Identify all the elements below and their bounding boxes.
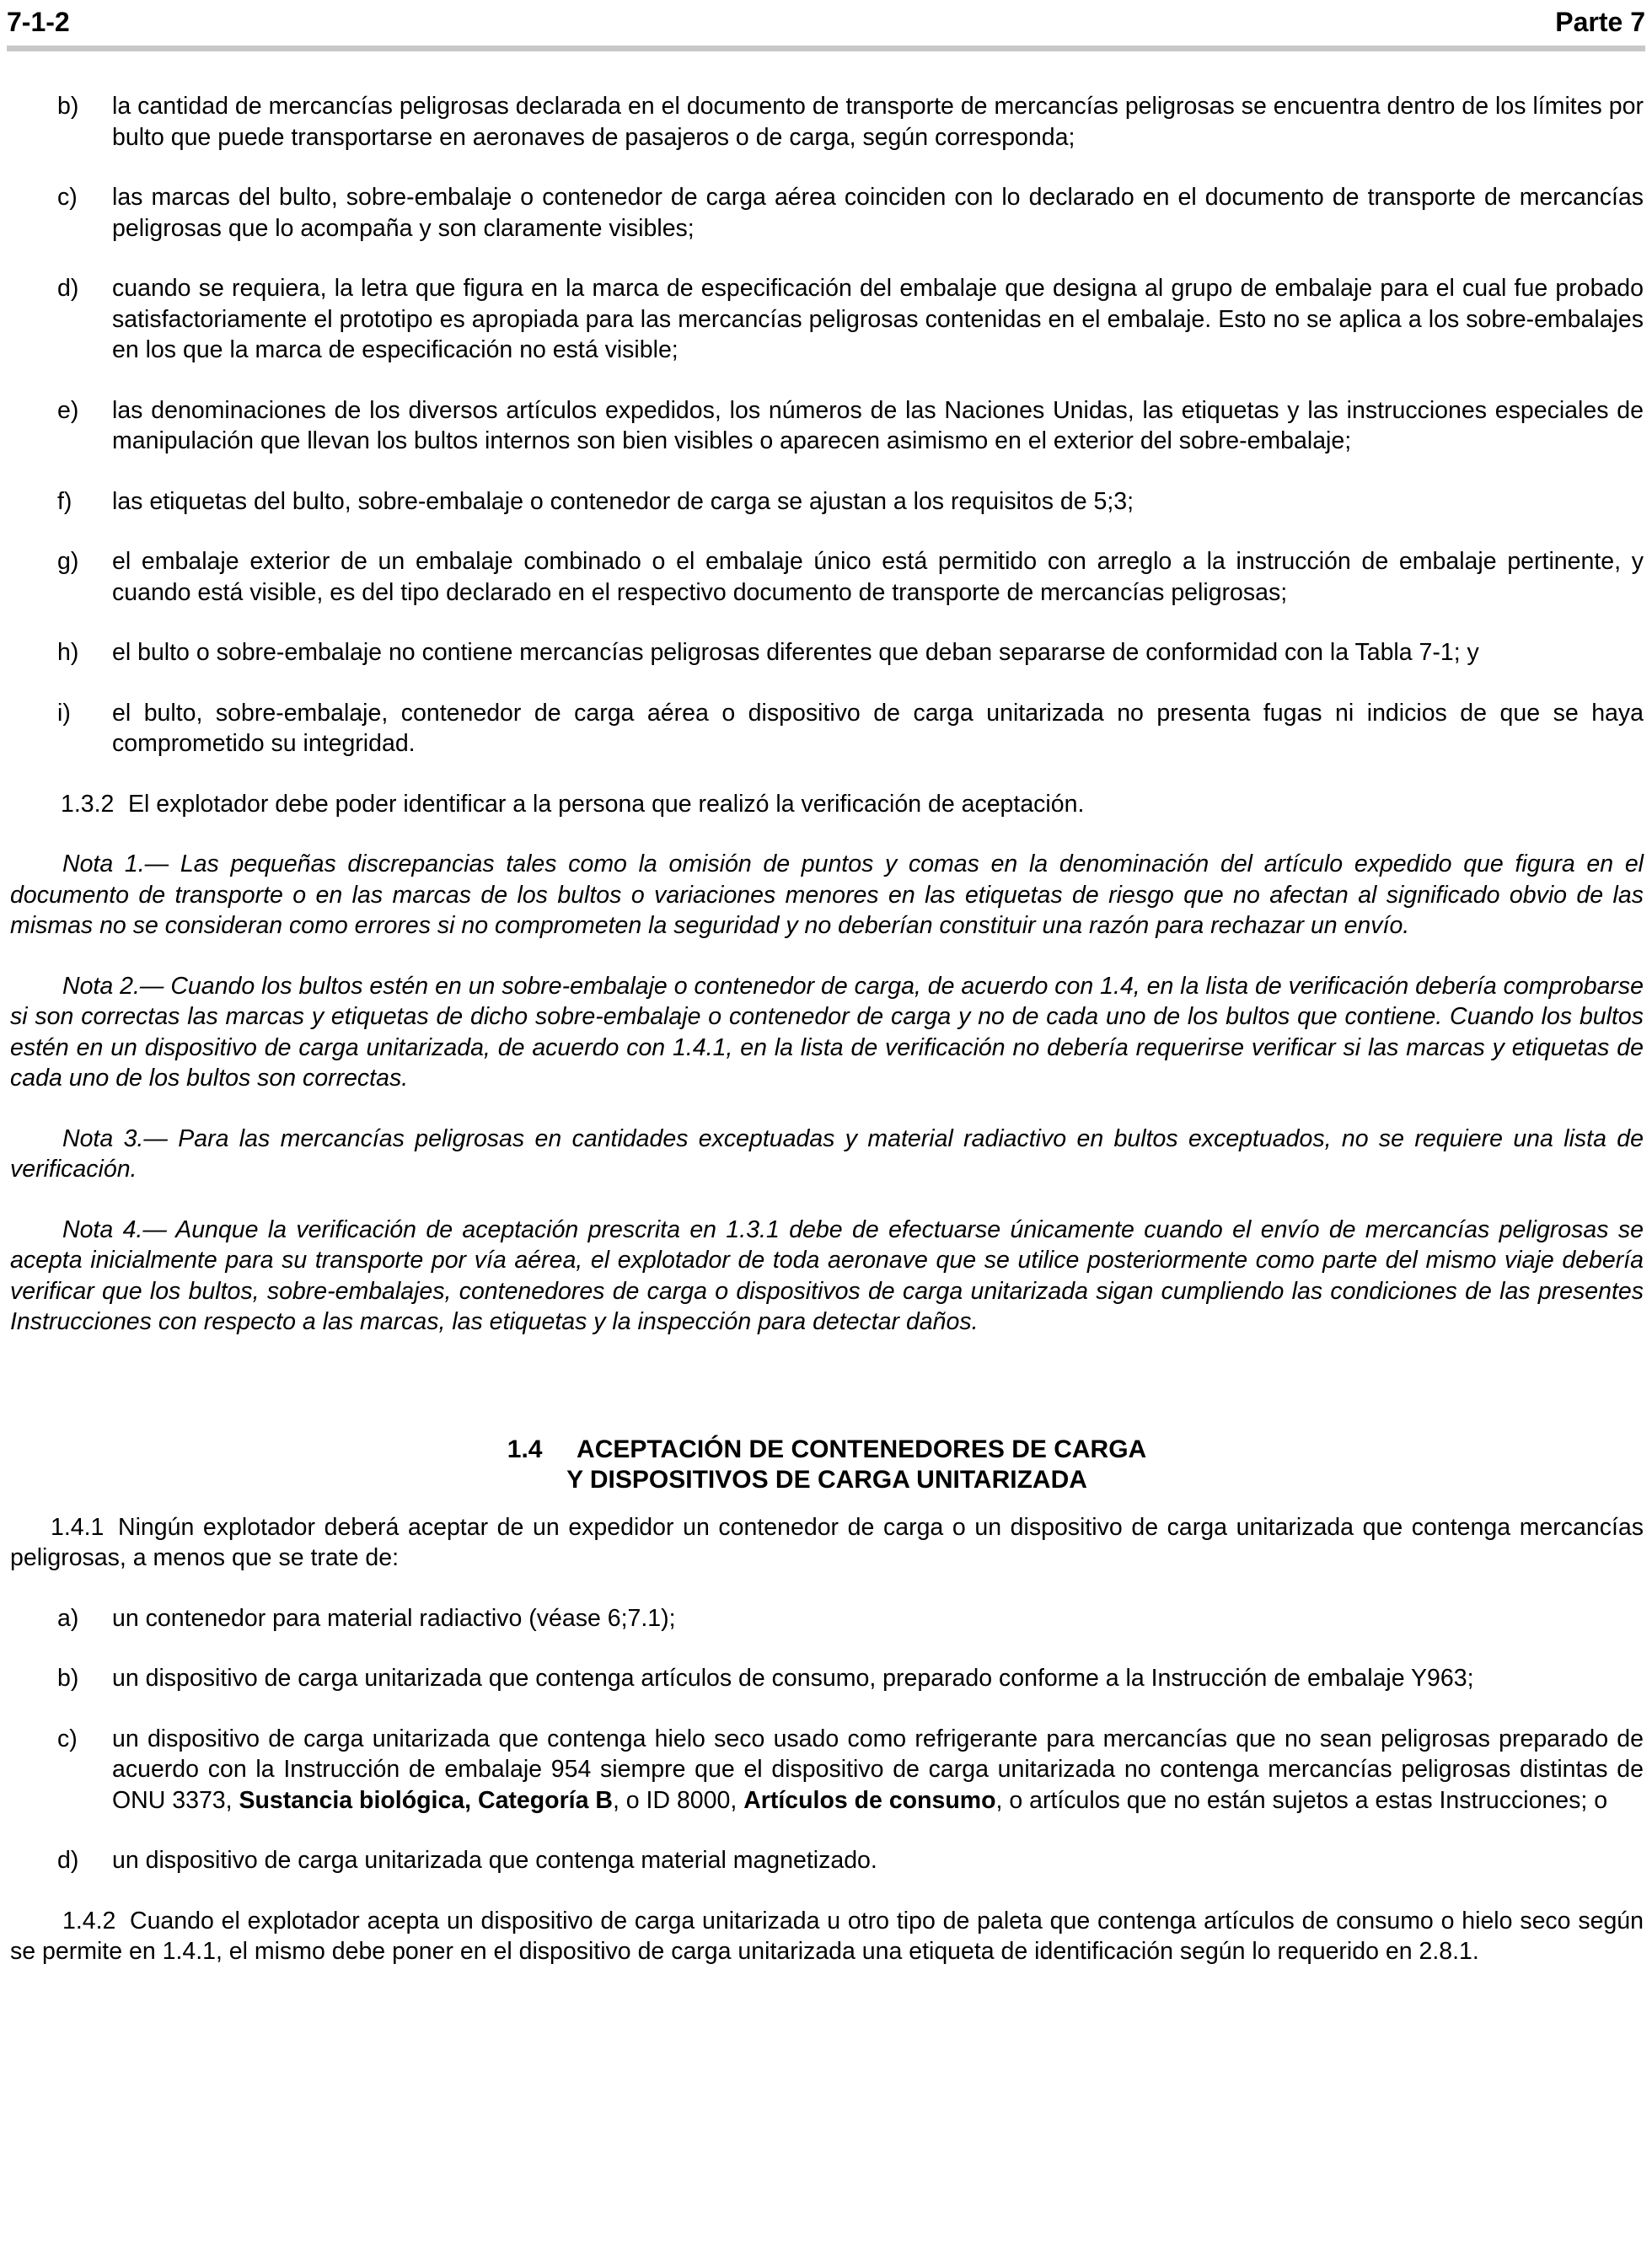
item-label: b) bbox=[57, 1665, 79, 1692]
item-label: c) bbox=[57, 1725, 78, 1752]
note-label: Nota 1.— bbox=[62, 851, 169, 877]
item-label: g) bbox=[57, 548, 79, 575]
page-body bbox=[10, 91, 1644, 1967]
item-text: la cantidad de mercancías peligrosas declarada en el documento de transporte de mercancías peligrosas se encuentra dentro de los límites por bulto que puede transportarse en aeronaves de pasajeros o de carga, según corresponda; bbox=[112, 93, 1644, 151]
item-label: d) bbox=[57, 1847, 79, 1874]
list-item bbox=[10, 395, 1644, 457]
note-4 bbox=[10, 1215, 1644, 1338]
item-text: las etiquetas del bulto, sobre-embalaje o contenedor de carga se ajustan a los requisitos de 5;3; bbox=[112, 487, 1134, 515]
section-heading bbox=[10, 1435, 1644, 1495]
note-2 bbox=[10, 971, 1644, 1094]
paragraph-1-4-1 bbox=[10, 1512, 1644, 1574]
item-label: e) bbox=[57, 396, 79, 424]
page-header bbox=[7, 0, 1645, 44]
bold-term: Sustancia biológica, Categoría B bbox=[239, 1786, 613, 1814]
item-text: el bulto, sobre-embalaje, contenedor de carga aérea o dispositivo de carga unitarizada no presenta fugas ni indicios de que se haya comprometido su integridad. bbox=[112, 699, 1644, 757]
item-label: i) bbox=[57, 699, 71, 727]
item-label: c) bbox=[57, 184, 78, 211]
note-label: Nota 3.— bbox=[62, 1124, 168, 1152]
list-item bbox=[10, 182, 1644, 244]
item-text-part: un dispositivo de carga unitarizada que contenga hielo seco usado como refrigerante para mercancías que no sean peligrosas preparado de acuerdo con la Instrucción de embalaje 954 siempre que el dispositivo de carga unitarizada no contenga mercancías peligrosas distintas de ONU 3373, bbox=[112, 1725, 1644, 1814]
list-item bbox=[10, 1724, 1644, 1816]
paragraph-text: Cuando el explotador acepta un dispositivo de carga unitarizada u otro tipo de paleta que contenga artículos de consumo o hielo seco según se permite en 1.4.1, el mismo debe poner en el dispositivo de carga unitarizada una etiqueta de identificación según lo requerido en 2.8.1. bbox=[10, 1907, 1644, 1965]
list-item bbox=[10, 1663, 1644, 1694]
list-item bbox=[10, 486, 1644, 518]
note-text: Cuando los bultos estén en un sobre-embalaje o contenedor de carga, de acuerdo con 1.4, en la lista de verificación debería comprobarse si son correctas las marcas y etiquetas de dicho sobre-embalaje o contenedor de carga y no de cada uno de los bultos que contiene. Cuando los bultos estén en un dispositivo de carga unitarizada, de acuerdo con 1.4.1, en la lista de verificación no debería requerirse verificar si las marcas y etiquetas de cada uno de los bultos son correctas. bbox=[10, 972, 1644, 1092]
item-text: las marcas del bulto, sobre-embalaje o contenedor de carga aérea coinciden con lo declarado en el documento de transporte de mercancías peligrosas que lo acompaña y son claramente visibles; bbox=[112, 184, 1644, 242]
list-item bbox=[10, 273, 1644, 366]
list-item bbox=[10, 637, 1644, 668]
list-item bbox=[10, 698, 1644, 759]
bold-term: Artículos de consumo bbox=[743, 1786, 996, 1814]
note-text: Las pequeñas discrepancias tales como la omisión de puntos y comas en la denominación del artículo expedido que figura en el documento de transporte o en las marcas de los bultos o variaciones menores en las etiquetas de riesgo que no afectan al significado obvio de las mismas no se consideran como errores si no comprometen la seguridad y no deberían constituir una razón para rechazar un envío. bbox=[10, 851, 1644, 939]
note-label: Nota 4.— bbox=[62, 1215, 167, 1243]
item-text: un dispositivo de carga unitarizada que contenga artículos de consumo, preparado conforme a la Instrucción de embalaje Y963; bbox=[112, 1665, 1474, 1692]
header-rule bbox=[7, 46, 1645, 51]
item-text-part: , o ID 8000, bbox=[612, 1786, 744, 1814]
item-text: un contenedor para material radiactivo (véase 6;7.1); bbox=[112, 1604, 676, 1632]
item-text bbox=[112, 1724, 1644, 1816]
item-label: f) bbox=[57, 487, 72, 515]
item-label: a) bbox=[57, 1604, 79, 1632]
list-item bbox=[10, 91, 1644, 153]
paragraph-1-3-2 bbox=[10, 789, 1644, 820]
item-label: b) bbox=[57, 93, 79, 120]
item-text: las denominaciones de los diversos artículos expedidos, los números de las Naciones Unidas, las etiquetas y las instrucciones especiales de manipulación que llevan los bultos internos son bien visibles o aparecen asimismo en el exterior del sobre-embalaje; bbox=[112, 396, 1644, 454]
note-text: Aunque la verificación de aceptación prescrita en 1.3.1 debe de efectuarse únicamente cuando el envío de mercancías peligrosas se acepta inicialmente para su transporte por vía aérea, el explotador de toda aeronave que se utilice posteriormente como parte del mismo viaje debería verificar que los bultos, sobre-embalajes, contenedores de carga o dispositivos de carga unitarizada sigan cumpliendo las condiciones de las presentes Instrucciones con respecto a las marcas, las etiquetas y la inspección para detectar daños. bbox=[10, 1215, 1644, 1335]
note-label: Nota 2.— bbox=[62, 972, 164, 1000]
section-heading-line-2: Y DISPOSITIVOS DE CARGA UNITARIZADA bbox=[566, 1465, 1087, 1494]
item-label: h) bbox=[57, 639, 79, 666]
paragraph-text: El explotador debe poder identificar a la persona que realizó la verificación de aceptación. bbox=[128, 790, 1085, 818]
item-text: cuando se requiera, la letra que figura en la marca de especificación del embalaje que designa al grupo de embalaje para el cual fue probado satisfactoriamente el prototipo es apropiada para las mercancías peligrosas contenidas en el embalaje. Esto no se aplica a los sobre-embalajes en los que la marca de especificación no está visible; bbox=[112, 275, 1644, 363]
item-label: d) bbox=[57, 275, 79, 302]
item-text: el bulto o sobre-embalaje no contiene mercancías peligrosas diferentes que deban separarse de conformidad con la Tabla 7-1; y bbox=[112, 639, 1479, 666]
note-1 bbox=[10, 849, 1644, 942]
paragraph-number: 1.4.2 bbox=[62, 1907, 116, 1934]
list-item bbox=[10, 1603, 1644, 1634]
section-heading-line-1: 1.4 ACEPTACIÓN DE CONTENEDORES DE CARGA bbox=[507, 1435, 1147, 1463]
note-3 bbox=[10, 1124, 1644, 1185]
item-text: un dispositivo de carga unitarizada que contenga material magnetizado. bbox=[112, 1847, 877, 1874]
paragraph-1-4-2 bbox=[10, 1906, 1644, 1967]
paragraph-text: Ningún explotador deberá aceptar de un expedidor un contenedor de carga o un dispositivo de carga unitarizada que contenga mercancías peligrosas, a menos que se trate de: bbox=[10, 1513, 1644, 1571]
paragraph-number: 1.4.1 bbox=[51, 1513, 105, 1541]
item-text: el embalaje exterior de un embalaje combinado o el embalaje único está permitido con arreglo a la instrucción de embalaje pertinente, y cuando está visible, es del tipo declarado en el respectivo documento de transporte de mercancías peligrosas; bbox=[112, 548, 1644, 606]
part-label: Parte 7 bbox=[1555, 6, 1645, 37]
list-item bbox=[10, 1845, 1644, 1876]
list-item bbox=[10, 546, 1644, 608]
page-number: 7-1-2 bbox=[7, 6, 70, 37]
paragraph-number: 1.3.2 bbox=[61, 790, 115, 818]
note-text: Para las mercancías peligrosas en cantidades exceptuadas y material radiactivo en bultos exceptuados, no se requiere una lista de verificación. bbox=[10, 1124, 1644, 1183]
item-text-part: , o artículos que no están sujetos a estas Instrucciones; o bbox=[995, 1786, 1608, 1814]
